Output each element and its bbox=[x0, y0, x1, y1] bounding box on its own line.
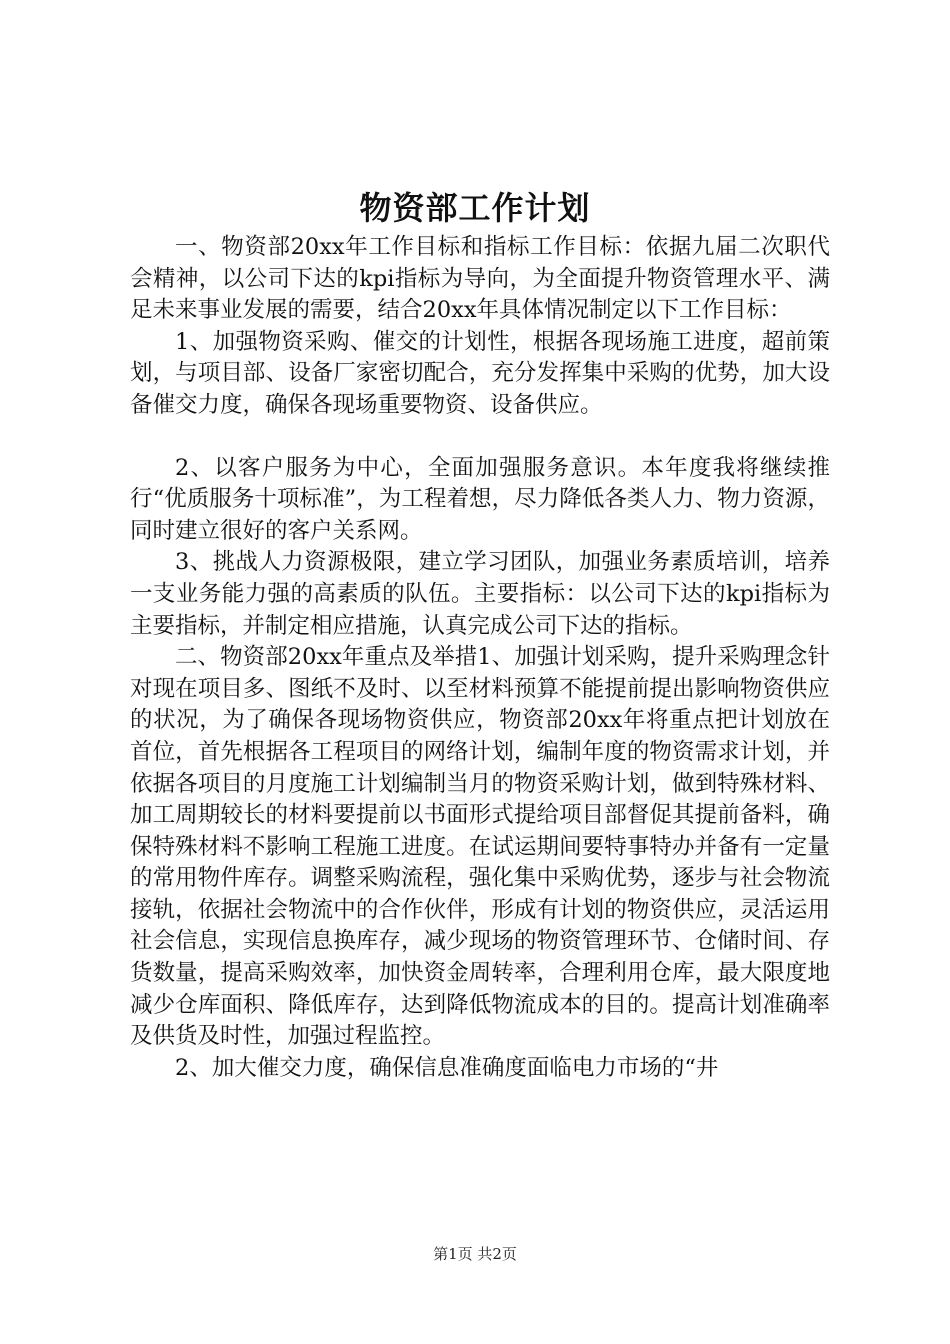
page-number-footer: 第1页 共2页 bbox=[433, 1245, 517, 1263]
paragraph-goal-3: 3、挑战人力资源极限，建立学习团队，加强业务素质培训，培养一支业务能力强的高素质的队伍。主要指标：以公司下达的kpi指标为主要指标，并制定相应措施，认真完成公司下达的指标。 bbox=[130, 549, 830, 639]
paragraph-goal-1: 1、加强物资采购、催交的计划性，根据各现场施工进度，超前策划，与项目部、设备厂家密切配合，充分发挥集中采购的优势，加大设备催交力度，确保各现场重要物资、设备供应。 bbox=[130, 328, 830, 418]
paragraph-goals-intro: 一、物资部20xx年工作目标和指标工作目标：依据九届二次职代会精神，以公司下达的kpi指标为导向，为全面提升物资管理水平、满足未来事业发展的需要，结合20xx年具体情况制定以下工作目标： bbox=[130, 234, 830, 324]
paragraph-measure-2: 2、加大催交力度，确保信息准确度面临电力市场的“井 bbox=[175, 1054, 719, 1081]
document-body bbox=[130, 232, 830, 1084]
paragraph-goal-2: 2、以客户服务为中心，全面加强服务意识。本年度我将继续推行“优质服务十项标准”，为工程着想，尽力降低各类人力、物力资源，同时建立很好的客户关系网。 bbox=[130, 454, 830, 544]
document-title: 物资部工作计划 bbox=[359, 189, 591, 227]
paragraph-measures: 二、物资部20xx年重点及举措1、加强计划采购，提升采购理念针对现在项目多、图纸不及时、以至材料预算不能提前提出影响物资供应的状况，为了确保各现场物资供应，物资部20xx年将重点把计划放在首位，首先根据各工程项目的网络计划，编制年度的物资需求计划，并依据各项目的月度施工计划编制当月的物资采购计划，做到特殊材料、加工周期较长的材料要提前以书面形式提给项目部督促其提前备料，确保特殊材料不影响工程施工进度。在试运期间要特事特办并备有一定量的常用物件库存。调整采购流程，强化集中采购优势，逐步与社会物流接轨，依据社会物流中的合作伙伴，形成有计划的物资供应，灵活运用社会信息，实现信息换库存，减少现场的物资管理环节、仓储时间、存货数量，提高采购效率，加快资金周转率，合理利用仓库，最大限度地减少仓库面积、降低库存，达到降低物流成本的目的。提高计划准确率及供货及时性，加强过程监控。 bbox=[130, 644, 830, 1050]
